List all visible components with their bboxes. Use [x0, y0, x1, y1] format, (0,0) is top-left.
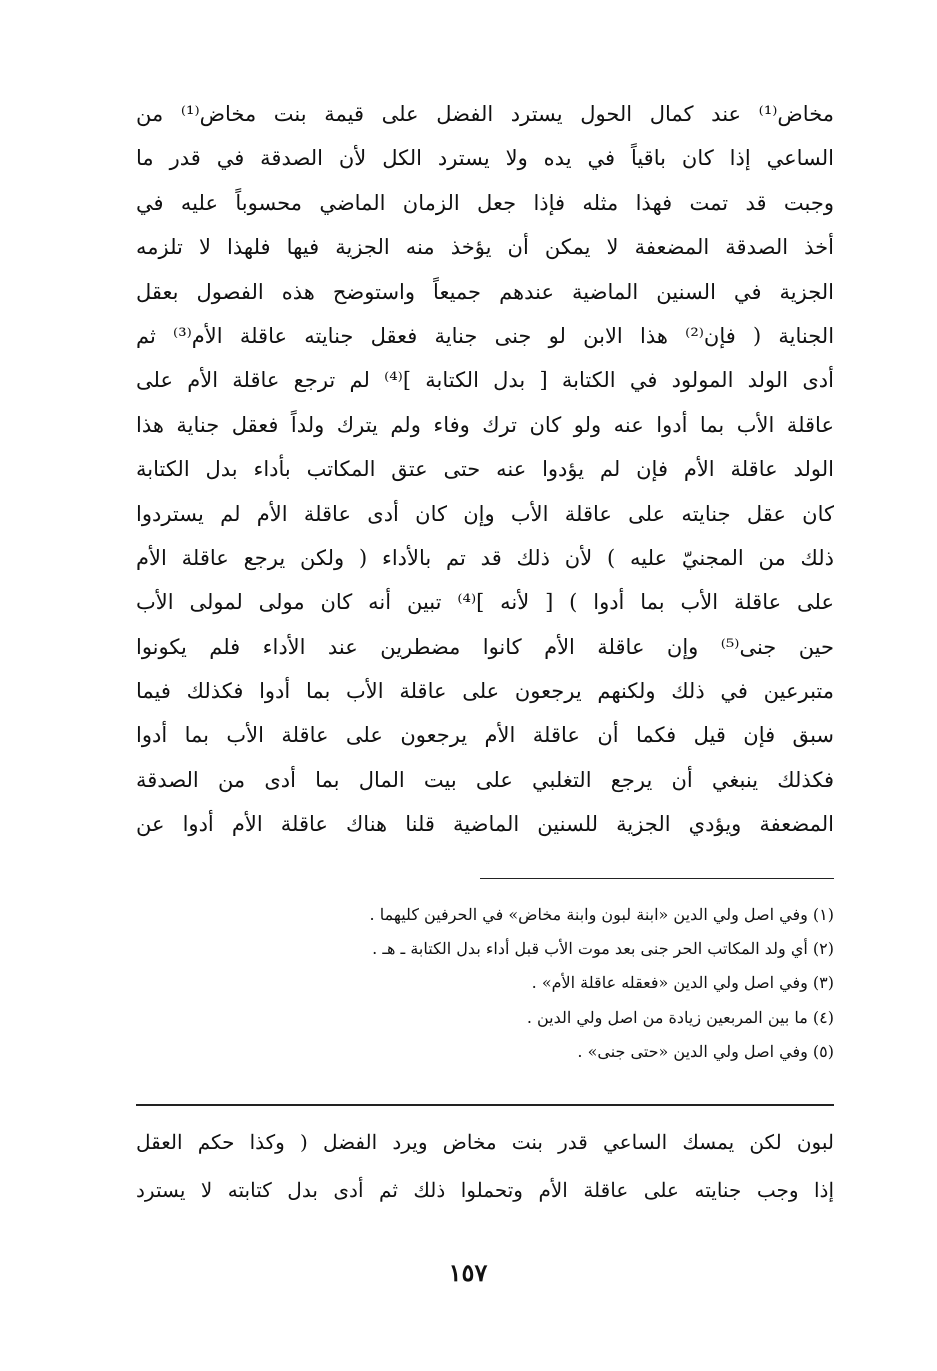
text-line: حين جنى⁽⁵⁾ وإن عاقلة الأم كانوا مضطرين عند الأداء فلم يكونوا [136, 634, 834, 659]
footnotes-block [136, 898, 834, 1069]
commentary-line: لبون لكن يمسك الساعي قدر بنت مخاض ويرد الفضل ( وكذا حكم العقل [136, 1130, 834, 1154]
text-line: على عاقلة الأب بما أدوا ) [ لأنه ]⁽⁴⁾ تبين أنه كان مولى لمولى الأب [136, 590, 834, 615]
text-line: الجزية في السنين الماضية عندهم جميعاً واستوضح هذه الفصول بعقل [136, 279, 834, 304]
text-line: سبق فإن قيل فكما أن عاقلة الأم يرجعون على عاقلة الأب بما أدوا [136, 723, 834, 748]
commentary-divider [136, 1104, 834, 1106]
footnote-divider [480, 878, 834, 879]
footnote: (٥) وفي اصل ولي الدين «حتى جنى» . [577, 1041, 834, 1061]
text-line: المضعفة ويؤدي الجزية للسنين الماضية قلنا هناك عاقلة الأم أدوا عن [136, 812, 834, 837]
text-line: أخذ الصدقة المضعفة لا يمكن أن يؤخذ منه الجزية فيها فلهذا لا تلزمه [136, 235, 834, 260]
commentary-text-block [136, 1118, 834, 1214]
text-line: وجبت قد تمت فهذا مثله فإذا جعل الزمان الماضي محسوباً عليه في [136, 190, 834, 215]
text-line: مخاض⁽¹⁾ عند كمال الحول يسترد الفضل على قيمة بنت مخاض⁽¹⁾ من [136, 102, 834, 126]
main-text-block [136, 92, 834, 847]
footnote: (٤) ما بين المربعين زيادة من اصل ولي الدين . [526, 1007, 834, 1027]
text-line: عاقلة الأب بما أدوا عنه ولو كان ترك وفاء ولم يترك ولداً فعقل جناية هذا [136, 412, 834, 437]
text-line: فكذلك ينبغي أن يرجع التغلبي على بيت المال بما أدى من الصدقة [136, 767, 834, 792]
footnote: (١) وفي اصل ولي الدين «ابنة لبون وابنة مخاض» في الحرفين كليهما . [369, 905, 834, 924]
text-line: أدى الولد المولود في الكتابة [ بدل الكتابة ]⁽⁴⁾ لم ترجع عاقلة الأم على [136, 368, 834, 393]
footnote: (٢) أي ولد المكاتب الحر جنى بعد موت الأب قبل أداء بدل الكتابة ـ هـ . [372, 939, 834, 959]
page-number: ١٥٧ [448, 1258, 488, 1287]
text-line: كان عقل جنايته على عاقلة الأب وإن كان أدى عاقلة الأم لم يستردوا [136, 501, 834, 526]
text-line: الولد عاقلة الأم فإن لم يؤدوا عنه حتى عتق المكاتب بأداء بدل الكتابة [136, 457, 834, 482]
text-line: متبرعين في ذلك ولكنهم يرجعون على عاقلة الأب بما أدوا فكذلك فيما [136, 679, 834, 704]
footnote: (٣) وفي اصل ولي الدين «فعقله عاقلة الأم» . [531, 973, 834, 993]
text-line: الساعي إذا كان باقياً في يده ولا يسترد الكل لأن الصدقة في قدر ما [136, 146, 834, 171]
commentary-line: إذا وجب جنايته على عاقلة الأم وتحملوا ذلك ثم أدى بدل كتابته لا يسترد [136, 1178, 834, 1202]
text-line: الجناية ( فإن⁽²⁾ هذا الابن لو جنى جناية فعقل جنايته عاقلة الأم⁽³⁾ ثم [136, 323, 834, 348]
text-line: ذلك من المجنيّ عليه ) لأن ذلك قد تم بالأداء ( ولكن يرجع عاقلة الأم [136, 545, 834, 570]
